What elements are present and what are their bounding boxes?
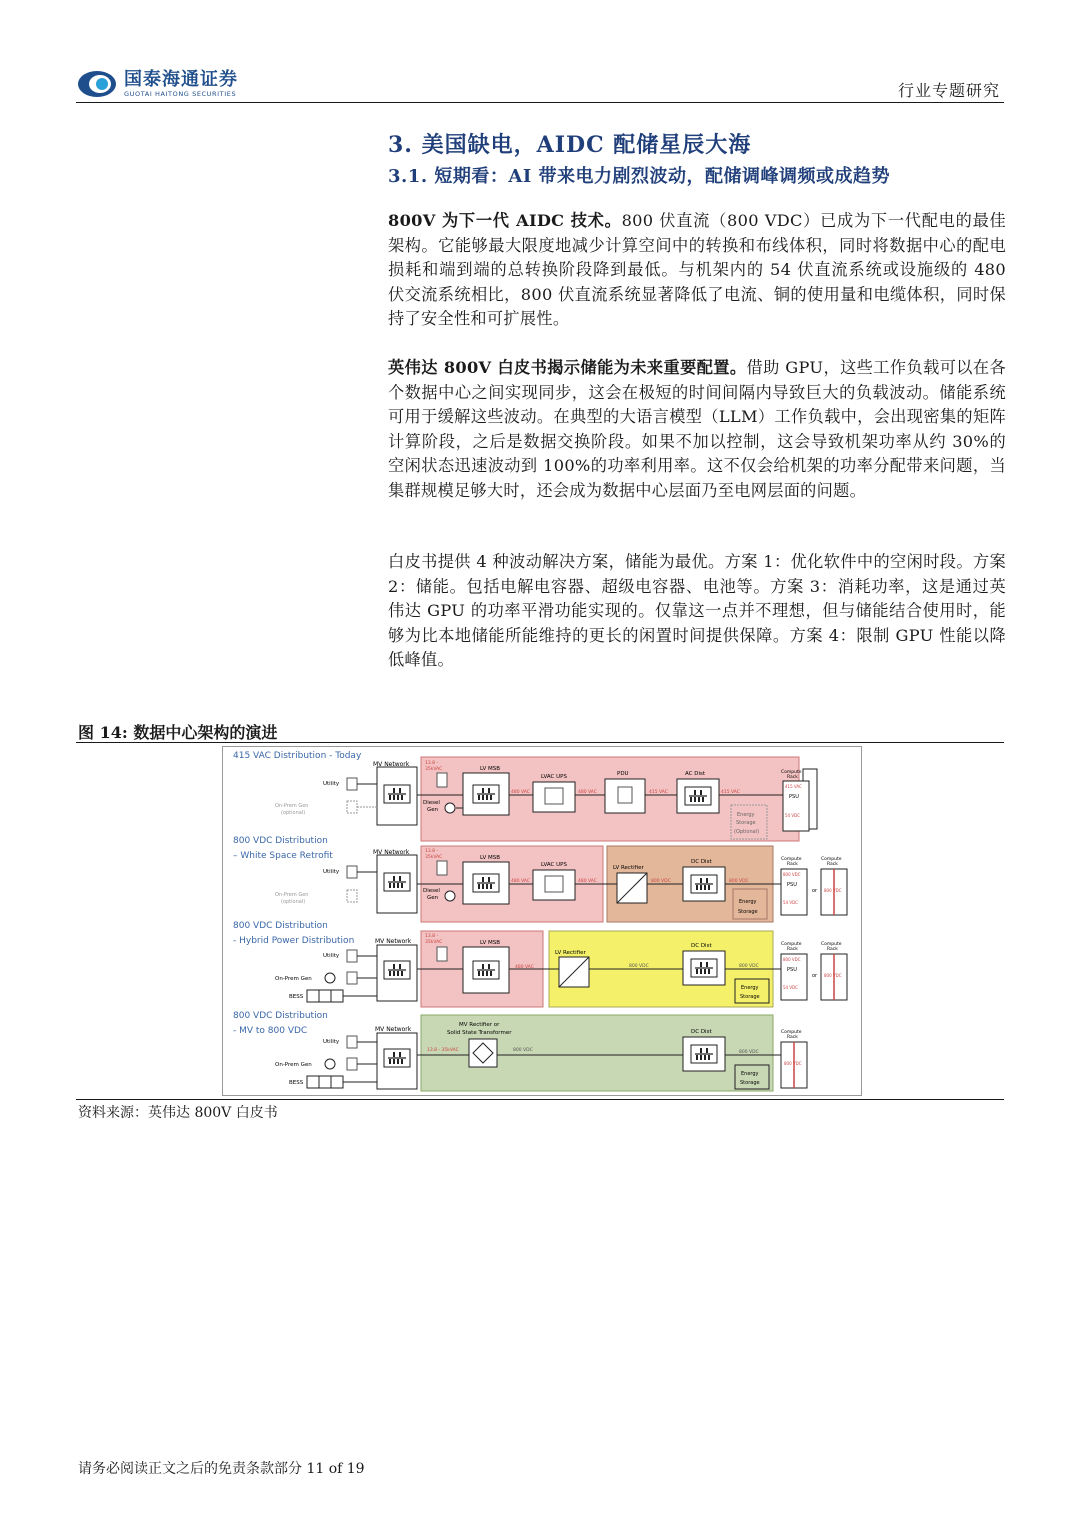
page-footer: 请务必阅读正文之后的免责条款部分 11 of 19 <box>78 1461 365 1477</box>
row1-lvmsb-breaker-icon <box>473 785 499 803</box>
row1-transformer-icon <box>437 773 447 787</box>
row3-rack-a: Rack <box>787 947 798 952</box>
row1-480vac-2: 480 VAC <box>578 790 597 795</box>
row-mv-to-800vdc <box>233 1011 807 1091</box>
row4-800vdc: 800 VDC <box>513 1048 533 1053</box>
row2-rack-800-a: 800 VDC <box>783 872 801 877</box>
row2-or: or <box>812 888 818 894</box>
row2-rack-b: Rack <box>827 862 838 867</box>
page-header <box>76 64 1004 103</box>
row2-lvrect: LV Rectifier <box>613 865 644 871</box>
paragraph-800v-body: 800 伏直流（800 VDC）已成为下一代配电的最佳架构。它能够最大限度地减少计算空间中的转换和布线体积，同时将数据中心的配电损耗和端到端的总转换阶段降到最低。与机架内的 54 伏直流系统或设施级的 480 伏交流系统相比，800 伏直流系统显著降低了电流、铜的使用量和电缆体积，同时保持了安全性和可扩展性。 <box>388 211 1006 329</box>
row2-transformer-icon <box>437 861 447 875</box>
row4-rack: Rack <box>787 1035 798 1040</box>
row2-rack-800-b: 800 VDC <box>824 888 842 893</box>
row4-utility-transformer-icon <box>347 1036 357 1048</box>
row2-800vdc: 800 VDC <box>651 879 671 884</box>
row1-480vac: 480 VAC <box>511 790 530 795</box>
paragraph-800v <box>388 209 1006 332</box>
row2-54vdc: 54 VDC <box>783 900 798 905</box>
row1-diesel: Diesel <box>423 800 440 806</box>
row1-compute: Compute <box>781 770 802 775</box>
row2-psu: PSU <box>787 882 797 888</box>
row-hybrid-power-distribution <box>233 921 847 1007</box>
row3-bess-icon <box>307 990 343 1002</box>
row2-diesel-gen-icon <box>445 891 455 901</box>
row3-compute-a: Compute <box>781 942 802 947</box>
figure-bottom-rule <box>76 1099 1004 1100</box>
row3-rack-800-b: 800 VDC <box>824 973 842 978</box>
row2-diesel: Diesel <box>423 888 440 894</box>
row1-pdu: PDU <box>617 771 629 777</box>
row3-or: or <box>812 973 818 979</box>
row2-800vdc-2: 800 VDC <box>729 879 749 884</box>
document-type: 行业专题研究 <box>897 81 1000 100</box>
row1-rack: Rack <box>787 775 798 780</box>
row1-lvmsb: LV MSB <box>480 766 500 772</box>
row3-gen-icon <box>325 973 335 983</box>
row4-storage: Storage <box>740 1080 760 1086</box>
logo-mark-icon <box>76 69 118 99</box>
paragraph-solutions: 白皮书提供 4 种波动解决方案，储能为最优。方案 1：优化软件中的空闲时段。方案 2：储能。包括电解电容器、超级电容器、电池等。方案 3：消耗功率，这是通过英伟达 GPU 的功率平滑功能实现的。仅靠这一点并不理想，但与储能结合使用时，能够为比本地储能所能维持的更长的闲置时间提供保障。方案 4：限制 GPU 性能以降低峰值。 <box>388 552 1006 670</box>
paragraph-whitepaper-body: 借助 GPU，这些工作负载可以在各个数据中心之间实现同步，这会在极短的时间间隔内导致巨大的负载波动。储能系统可用于缓解这些波动。在典型的大语言模型（LLM）工作负载中，会出现密集的矩阵计算阶段，之后是数据交换阶段。如果不加以控制，这会导致机架功率从约 30%的空闲状态迅速波动到 100%的功率利用率。这不仅会给机架的功率分配带来问题，当集群规模足够大时，还会成为数据中心层面乃至电网层面的问题。 <box>388 358 1006 500</box>
row2-label-a: 800 VDC Distribution <box>233 836 328 846</box>
row2-energy: Energy <box>739 899 757 905</box>
figure-top-rule <box>76 742 1004 743</box>
company-name-cn: 国泰海通证券 <box>124 69 238 90</box>
row1-54vdc: 54 VDC <box>785 813 800 818</box>
subsection-heading: 3.1. 短期看：AI 带来电力剧烈波动，配储调峰调频或成趋势 <box>388 166 890 187</box>
row1-lvacups: LVAC UPS <box>541 774 567 780</box>
row1-rack-415: 415 VAC <box>785 784 802 789</box>
row4-138kv: 13.8 - 35kVAC <box>427 1048 459 1053</box>
row4-gen-icon <box>325 1059 335 1069</box>
row1-energy: Energy <box>737 812 755 818</box>
row3-480vac: 480 VAC <box>515 965 534 970</box>
row3-lvmsb: LV MSB <box>480 940 500 946</box>
row2-lvmsb-breaker-icon <box>473 874 499 892</box>
row4-rack-800: 800 VDC <box>784 1061 802 1066</box>
row3-54vdc: 54 VDC <box>783 985 798 990</box>
row3-label-a: 800 VDC Distribution <box>233 921 328 931</box>
row3-utility: Utility <box>323 953 340 959</box>
row4-dcdist: DC Dist <box>691 1029 712 1035</box>
row1-utility: Utility <box>323 781 340 787</box>
row4-label-a: 800 VDC Distribution <box>233 1011 328 1021</box>
section-heading: 3. 美国缺电，AIDC 配储星辰大海 <box>388 132 752 158</box>
row2-gen: Gen <box>427 895 439 901</box>
row3-storage: Storage <box>740 994 760 1000</box>
row2-lvmsb: LV MSB <box>480 855 500 861</box>
row1-gen: Gen <box>427 807 439 813</box>
row2-onprem: On-Prem Gen <box>275 892 309 898</box>
row4-mvrect-a: MV Rectifier or <box>459 1022 500 1028</box>
row3-onprem-transformer-icon <box>347 972 357 984</box>
paragraph-whitepaper <box>388 356 1006 504</box>
row1-acdist: AC Dist <box>685 771 706 777</box>
row1-138kv-b: 35kVAC <box>425 767 443 772</box>
row2-optional: (optional) <box>281 899 306 905</box>
row1-415vac-2: 415 VAC <box>721 790 740 795</box>
row3-compute-b: Compute <box>821 942 842 947</box>
row3-dcdist: DC Dist <box>691 943 712 949</box>
row4-utility: Utility <box>323 1039 340 1045</box>
row1-utility-transformer-icon <box>347 778 357 790</box>
row1-mv-breaker-icon <box>384 785 410 803</box>
row4-compute: Compute <box>781 1030 802 1035</box>
row4-energy: Energy <box>741 1071 759 1077</box>
row3-lvrect: LV Rectifier <box>555 950 586 956</box>
row3-mv-label: MV Network <box>375 938 412 945</box>
row1-onprem: On-Prem Gen <box>275 803 309 809</box>
row3-rack-800-a: 800 VDC <box>783 957 801 962</box>
architecture-diagram <box>222 746 862 1096</box>
row2-label-b: – White Space Retrofit <box>233 851 333 861</box>
row4-onprem: On-Prem Gen <box>275 1062 312 1068</box>
row4-dcdist-breaker-icon <box>691 1045 717 1063</box>
row4-label-b: - MV to 800 VDC <box>233 1026 308 1036</box>
row2-utility: Utility <box>323 869 340 875</box>
row3-energy: Energy <box>741 985 759 991</box>
row3-800vdc: 800 VDC <box>629 964 649 969</box>
row1-acdist-breaker-icon <box>685 787 711 805</box>
row1-415vac: 415 VAC <box>649 790 668 795</box>
row2-480vac-2: 480 VAC <box>578 879 597 884</box>
row3-lvmsb-breaker-icon <box>473 961 499 979</box>
row3-mv-breaker-icon <box>384 961 410 979</box>
row2-rack-a: Rack <box>787 862 798 867</box>
figure-title: 图 14: 数据中心架构的演进 <box>78 723 278 742</box>
row2-onprem-gen-icon <box>347 890 357 902</box>
paragraph-whitepaper-lead: 英伟达 800V 白皮书揭示储能为未来重要配置。 <box>388 358 747 377</box>
row1-label: 415 VAC Distribution - Today <box>233 751 362 761</box>
row-white-space-retrofit <box>233 836 847 922</box>
row2-dcdist-breaker-icon <box>691 875 717 893</box>
row1-138kv-a: 13.8 - <box>425 761 439 766</box>
row4-bess: BESS <box>289 1080 304 1086</box>
row2-ups-icon <box>545 876 563 892</box>
row3-onprem: On-Prem Gen <box>275 976 312 982</box>
row3-rack-b: Rack <box>827 947 838 952</box>
row1-diesel-gen-icon <box>445 803 455 813</box>
row3-label-b: - Hybrid Power Distribution <box>233 936 355 946</box>
row1-optional: (optional) <box>281 810 306 816</box>
row4-mvrect-b: Solid State Transformer <box>447 1030 512 1036</box>
row3-bess: BESS <box>289 994 304 1000</box>
row2-138kv-b: 35kVAC <box>425 855 443 860</box>
company-name-en: GUOTAI HAITONG SECURITIES <box>124 90 237 98</box>
row4-onprem-transformer-icon <box>347 1058 357 1070</box>
row1-mv-label: MV Network <box>373 761 410 768</box>
row-415vac <box>233 751 817 841</box>
row2-storage: Storage <box>738 909 758 915</box>
row4-bess-icon <box>307 1076 343 1088</box>
row1-storage: Storage <box>736 820 756 826</box>
row3-800vdc-2: 800 VDC <box>739 964 759 969</box>
row3-psu: PSU <box>787 967 797 973</box>
row4-mv-breaker-icon <box>384 1049 410 1067</box>
row3-138kv-b: 35kVAC <box>425 940 443 945</box>
row2-mv-label: MV Network <box>373 849 410 856</box>
row1-psu: PSU <box>789 794 799 800</box>
row2-utility-transformer-icon <box>347 866 357 878</box>
row2-mv-breaker-icon <box>384 873 410 891</box>
row4-800vdc-2: 800 VDC <box>739 1050 759 1055</box>
row1-pdu-transformer-icon <box>618 787 632 803</box>
row2-138kv-a: 13.8 - <box>425 849 439 854</box>
row2-lvacups: LVAC UPS <box>541 862 567 868</box>
row3-transformer-icon <box>437 947 447 961</box>
row2-dcdist: DC Dist <box>691 859 712 865</box>
row1-onprem-gen-icon <box>347 801 357 813</box>
row1-optional-storage: (Optional) <box>734 829 760 835</box>
row2-compute-b: Compute <box>821 857 842 862</box>
row2-compute-a: Compute <box>781 857 802 862</box>
row3-dcdist-breaker-icon <box>691 959 717 977</box>
row1-ups-icon <box>545 788 563 804</box>
figure-source: 资料来源：英伟达 800V 白皮书 <box>78 1105 278 1121</box>
row3-138kv-a: 13.8 - <box>425 934 439 939</box>
row4-mv-label: MV Network <box>375 1026 412 1033</box>
row3-utility-transformer-icon <box>347 950 357 962</box>
row2-480vac: 480 VAC <box>511 879 530 884</box>
paragraph-800v-lead: 800V 为下一代 AIDC 技术。 <box>388 211 622 230</box>
company-logo <box>76 68 238 100</box>
